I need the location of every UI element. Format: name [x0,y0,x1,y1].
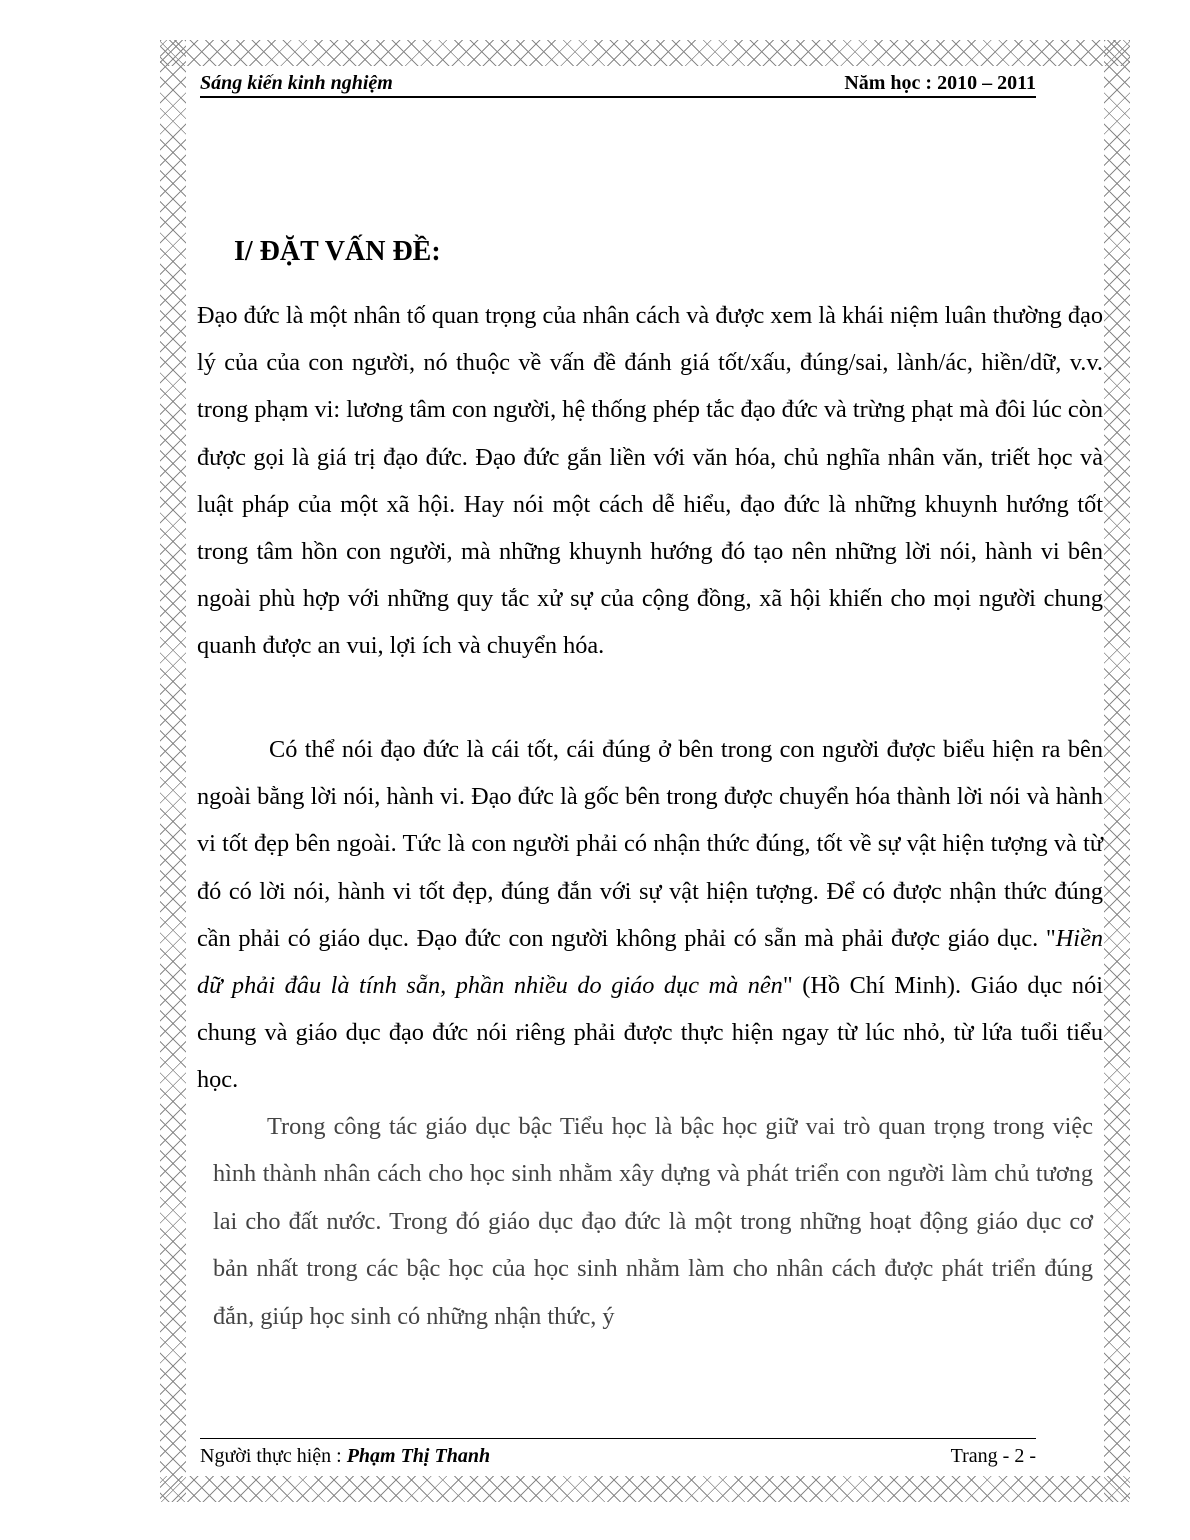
page-border-left [160,40,186,1502]
paragraph-1 [197,292,1103,670]
paragraph-1-text: Đạo đức là một nhân tố quan trọng của nhân cách và được xem là khái niệm luân thường đạo lý của của con người, nó thuộc về vấn đề đánh giá tốt/xấu, đúng/sai, lành/ác, hiền/dữ, v.v. trong phạm vi: lương tâm con người, hệ thống phép tắc đạo đức và trừng phạt mà đôi lúc còn được gọi là giá trị đạo đức. Đạo đức gắn liền với văn hóa, chủ nghĩa nhân văn, triết học và luật pháp của một xã hội. Hay nói một cách dễ hiểu, đạo đức là những khuynh hướng tốt trong tâm hồn con người, mà những khuynh hướng đó tạo nên những lời nói, hành vi bên ngoài phù hợp với những quy tắc xử sự của cộng đồng, xã hội khiến cho mọi người chung quanh được an vui, lợi ích và chuyển hóa. [197,302,1103,660]
paragraph-2-text: Có thể nói đạo đức là cái tốt, cái đúng ở bên trong con người được biểu hiện ra bên ngoài bằng lời nói, hành vi. Đạo đức là gốc bên trong được chuyển hóa thành lời nói và hành vi tốt đẹp bên ngoài. Tức là con người phải có nhận thức đúng, tốt về sự vật hiện tượng và từ đó có lời nói, hành vi tốt đẹp, đúng đắn với sự vật hiện tượng. Để có được nhận thức đúng cần phải có giáo dục. Đạo đức con người không phải có sẵn mà phải được giáo dục. " [197,736,1103,952]
footer-author-label: Người thực hiện : [200,1445,347,1467]
page-border-top [160,40,1130,66]
paragraph-3 [213,1103,1093,1340]
header-title: Sáng kiến kinh nghiệm [200,72,393,94]
footer-author-name: Phạm Thị Thanh [346,1445,491,1467]
paragraph-3-text: Trong công tác giáo dục bậc Tiểu học là bậc học giữ vai trò quan trọng trong việc hình thành nhân cách cho học sinh nhằm xây dựng và phát triển con người làm chủ tương lai cho đất nước. Trong đó giáo dục đạo đức là một trong những hoạt động giáo dục cơ bản nhất trong các bậc học của học sinh nhằm làm cho nhân cách được phát triển đúng đắn, giúp học sinh có những nhận thức, ý [213,1113,1093,1330]
section-heading: I/ ĐẶT VẤN ĐỀ: [234,236,441,267]
paragraph-2 [197,726,1103,1104]
page-number: Trang - 2 - [950,1445,1036,1467]
ho-chi-minh-quote: Hiền dữ phải đâu là tính sẵn, phần nhiều do giáo dục mà nên [197,924,1103,1000]
page-header [200,70,1036,98]
header-school-year: Năm học : 2010 – 2011 [844,72,1036,94]
page-border-bottom [160,1476,1130,1502]
paragraph-2-text-end: " (Hồ Chí Minh). Giáo dục nói chung và giáo dục đạo đức nói riêng phải được thực hiện ngay từ lúc nhỏ, từ lứa tuổi tiểu học. [197,972,1103,1094]
footer-author [200,1445,490,1468]
page-border-right [1104,40,1130,1502]
page-footer [200,1438,1036,1469]
